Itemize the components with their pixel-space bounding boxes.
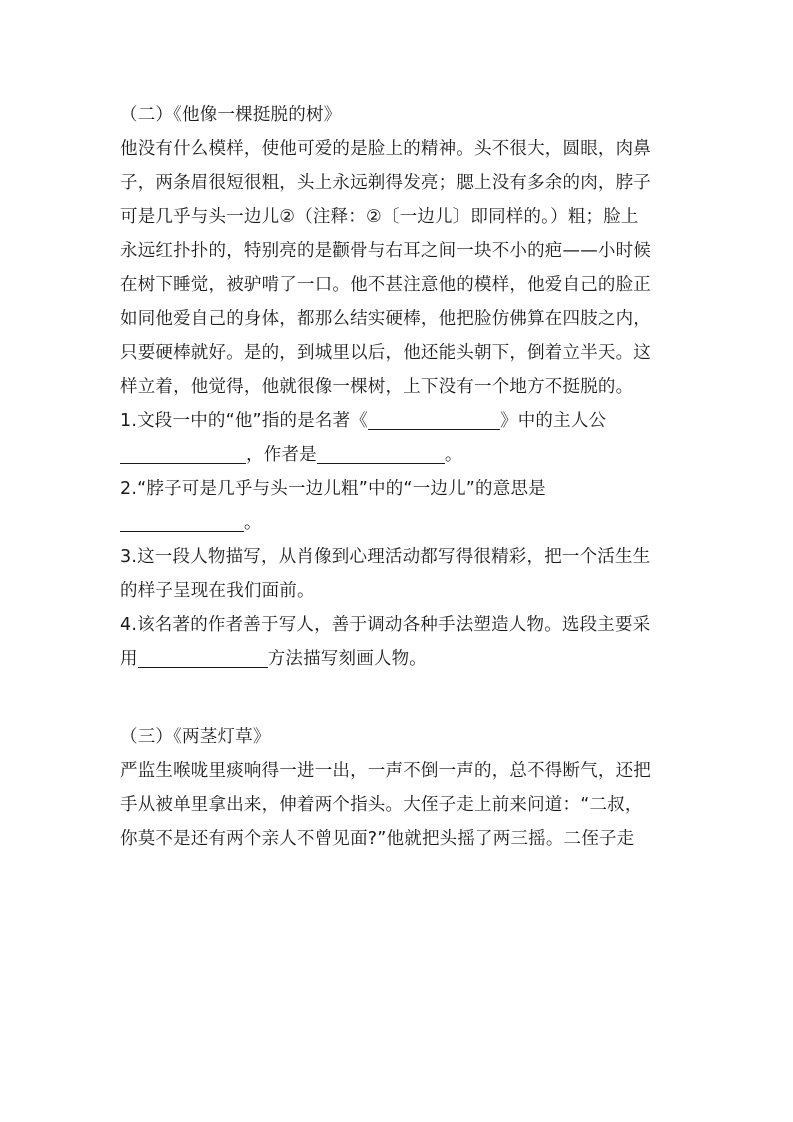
section-gap [120, 676, 680, 716]
document-content [120, 98, 680, 856]
passage-line: 手从被单里拿出来，伸着两个指头。大侄子走上前来问道：“二叔， [120, 795, 643, 815]
question-4 [120, 608, 680, 676]
passage-line: 只要硬棒就好。是的，到城里以后，他还能头朝下，倒着立半天。这 [120, 343, 651, 363]
passage-line: 如同他爱自己的身体，都那么结实硬棒，他把脸仿佛算在四肢之内， [120, 309, 651, 329]
question-3-line-2: 的样子呈现在我们面前。 [120, 581, 315, 601]
passage-line: 样立着，他觉得，他就很像一棵树，上下没有一个地方不挺脱的。 [120, 377, 634, 397]
question-4-text-b: 方法描写刻画人物。 [267, 649, 428, 669]
question-1-line-2 [120, 438, 680, 472]
question-3-line-1: 3.这一段人物描写，从肖像到心理活动都写得很精彩，把一个活生生 [120, 547, 651, 567]
question-1 [120, 404, 680, 472]
question-2-text-b: 。 [244, 513, 262, 533]
passage-line: 严监生喉咙里痰响得一进一出，一声不倒一声的，总不得断气，还把 [120, 761, 651, 781]
meaning-blank[interactable] [120, 509, 244, 532]
passage-line: 子，两条眉很短很粗，头上永远剃得发亮；腮上没有多余的肉，脖子 [120, 173, 651, 193]
question-1-text-b: 》中的主人公 [500, 411, 607, 431]
section-3-title: （三）《两茎灯草》 [120, 727, 271, 747]
question-1-text-a: 1.文段一中的“他”指的是名著《 [120, 411, 369, 431]
section-2-title: （二）《他像一棵挺脱的树》 [120, 105, 342, 125]
question-2-line-1: 2.“脖子可是几乎与头一边儿粗”中的“一边儿”的意思是 [120, 479, 546, 499]
question-3 [120, 540, 680, 608]
question-2 [120, 472, 680, 540]
passage-line: 可是几乎与头一边儿②（注释：②〔一边儿〕即同样的。）粗；脸上 [120, 207, 639, 227]
passage-line: 永远红扑扑的，特别亮的是颧骨与右耳之间一块不小的疤——小时候 [120, 241, 651, 261]
question-4-line-1: 4.该名著的作者善于写人，善于调动各种手法塑造人物。选段主要采 [120, 615, 651, 635]
question-1-text-d: 。 [444, 445, 463, 465]
book-title-blank[interactable] [368, 407, 500, 430]
question-4-text-a: 用 [120, 649, 138, 669]
passage-line: 在树下睡觉，被驴啃了一口。他不甚注意他的模样，他爱自己的脸正 [120, 275, 651, 295]
method-blank[interactable] [138, 645, 268, 668]
question-4-line-2 [120, 642, 680, 676]
protagonist-blank[interactable] [120, 441, 246, 464]
passage-line: 你莫不是还有两个亲人不曾见面?”他就把头摇了两三摇。二侄子走 [120, 829, 635, 849]
section-2-passage [120, 132, 680, 404]
question-1-line-1 [120, 404, 680, 438]
author-blank[interactable] [317, 441, 445, 464]
passage-line: 他没有什么模样，使他可爱的是脸上的精神。头不很大，圆眼，肉鼻 [120, 139, 651, 159]
section-3-passage [120, 754, 680, 856]
question-1-text-c: ，作者是 [246, 445, 317, 465]
question-2-line-2 [120, 506, 680, 540]
